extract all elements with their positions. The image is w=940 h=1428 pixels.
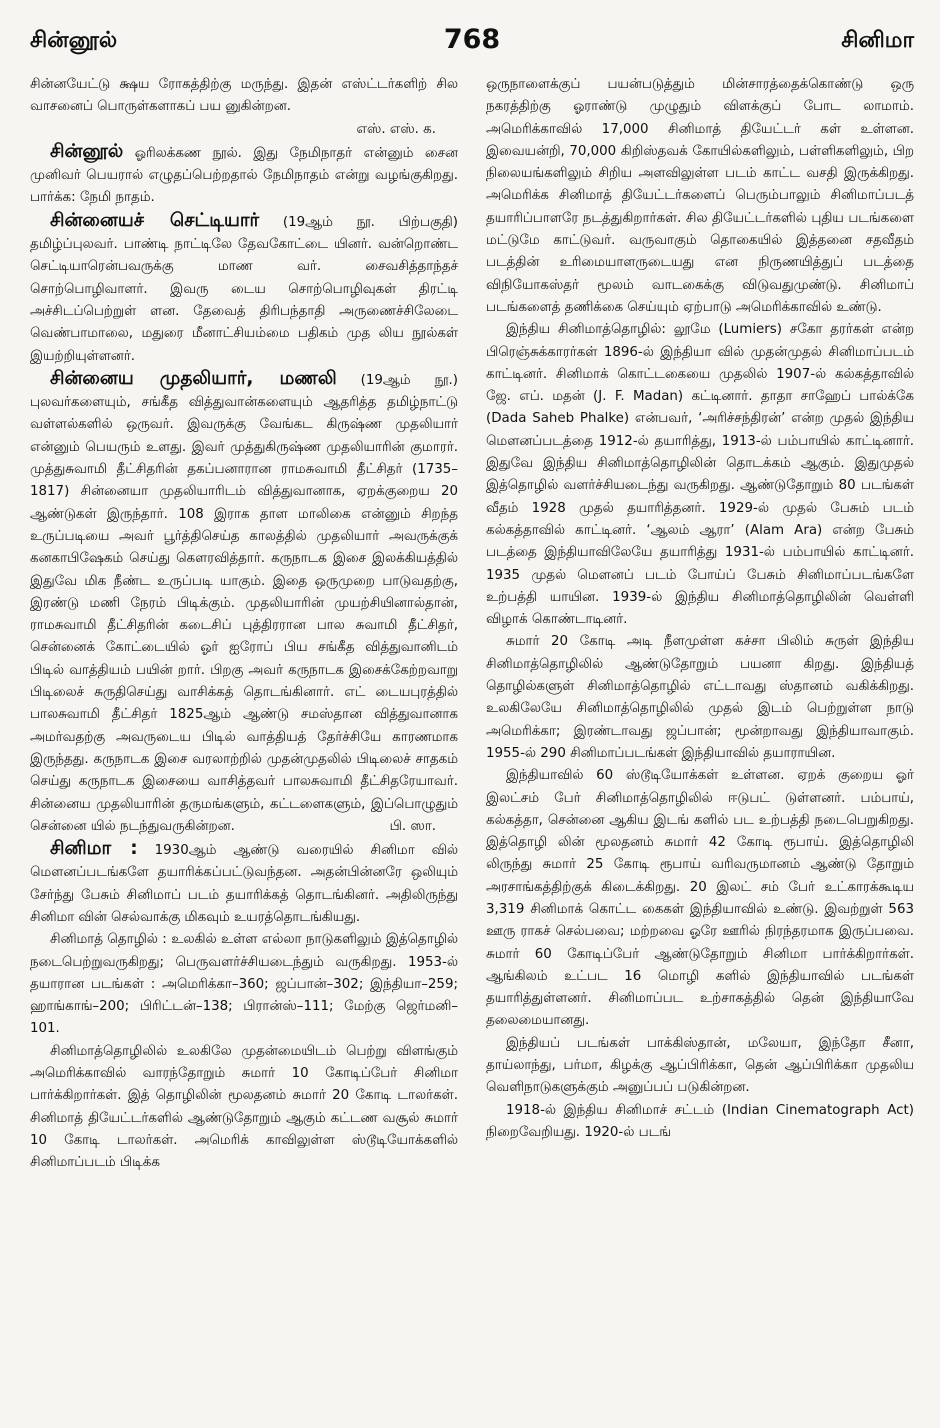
right-column [486, 74, 914, 1175]
entry-headword: சின்னூல் [50, 140, 124, 162]
entry-text: தமிழ்ப்புலவர். பாண்டி நாட்டிலே தேவகோட்டை யினர். வன்றொண்ட செட்டியாரென்பவருக்கு மாண வர். சைவசித்தாந்தச் சொற்பொழிவாளர். இவரு டைய சொற்பொழிவுகள் திரட்டி அச்சிடப்பெற்றுள் ளன. தேவைத் திரிபந்தாதி அருணைச்சிலேடை வெண்பாமாலை, மதுரை மீனாட்சியம்மை பதிகம் முத லிய நூல்கள் இயற்றியுள்ளனர். [30, 237, 458, 364]
paragraph-exports: இந்தியப் படங்கள் பாக்கிஸ்தான், மலேயா, இந்தோ சீனா, தாய்லாந்து, பர்மா, கிழக்கு ஆப்பிரிக்கா, தென் ஆப்பிரிக்கா முதலிய வெளிநாடுகளுக்கும் அனுப்பப் படுகின்றன. [486, 1035, 914, 1096]
running-header [30, 24, 914, 64]
paragraph [30, 74, 458, 141]
paragraph-film-stock: சுமார் 20 கோடி அடி நீளமுள்ள கச்சா பிலிம் சுருள் இந்திய சினிமாத்தொழிலில் ஆண்டுதோறும் பயனா கிறது. இந்தியத் தொழில்களுள் சினிமாத்தொழில் எட்டாவது ஸ்தானம் வகிக்கிறது. உலகிலேயே சினிமாத்தொழிலில் முதல் இடம் பெற்றுள்ள நாடு அமெரிக்கா; இரண்டாவது ஜப்பான்; மூன்றாவது இந்தியாவாகும். 1955-ல் 290 சினிமாப்படங்கள் இந்தியாவில் தயாராயின. [486, 634, 914, 761]
entry-headword: சினிமா : [50, 838, 138, 860]
entry-chinnaiya-mudaliar [30, 368, 458, 838]
paragraph-cinematograph-act: 1918-ல் இந்திய சினிமாச் சட்டம் (Indian Cinematograph Act) நிறைவேறியது. 1920-ல் படங் [486, 1102, 914, 1140]
entry-chinnul [30, 141, 458, 210]
entry-cinema [30, 838, 458, 929]
paragraph-continued: ஒருநாளைக்குப் பயன்படுத்தும் மின்சாரத்தைக்கொண்டு ஒரு நகரத்திற்கு ஓராண்டு முழுதும் விளக்குப் போட லாமாம். அமெரிக்காவில் 17,000 சினிமாத் தியேட்டர் கள் உள்ளன. இவையன்றி, 70,000 கிறிஸ்தவக் கோயில்களிலும், பள்ளிகளிலும், பிற நிலையங்களிலும் சிறிய அளவிலுள்ள படம் காட்ட வசதி இருக்கிறது. அமெரிக்க சினிமாத் தியேட்டர்களைப் பெரும்பாலும் சினிமாப்படத் தயாரிப்பாளரே நடத்துகிறார்கள். சில தியேட்டர்களில் புதிய படங்களை மட்டுமே காட்டுவர். வருவாகும் தொகையில் இத்தனை சதவீதம் படத்தின் உரிமையாளருடையது என நிருணயித்துப் படத்தை விநியோகஸ்தர் மூலம் வாடகைக்கு விடுவதுமுண்டு. சினிமாப் படங்களைத் தணிக்கை செய்யும் ஏற்பாடு அமெரிக்காவில் உண்டு. [486, 77, 914, 315]
left-column [30, 74, 458, 1175]
paragraph-text: சின்னயேட்டு க்ஷய ரோகத்திற்கு மருந்து. இதன் எஸ்ட்டர்களிற் சில வாசனைப் பொருள்களாகப் பய னுகின்றன. [30, 77, 458, 115]
paragraph-studios: இந்தியாவில் 60 ஸ்டூடியோக்கள் உள்ளன. ஏறக் குறைய ஓர் இலட்சம் பேர் சினிமாத்தொழிலில் ஈடுபட் டுள்ளனர். பம்பாய், கல்கத்தா, சென்னை ஆகிய இடங் களில் பட உற்பத்தி நடைபெறுகிறது. இத்தொழி லின் மூலதனம் சுமார் 42 கோடி ரூபாய். இத்தொழிலி லிருந்து சுமார் 25 கோடி ரூபாய் வரிவருமானம் ஆண்டு தோறும் அரசாங்கத்திற்குக் கிடைக்கிறது. 20 இலட் சம் பேர் உட்காரக்கூடிய 3,319 சினிமாக் கொட்ட கைகள் இந்தியாவில் உண்டு. இவற்றுள் 563 ஊரு ராகச் செல்பவை; மற்றவை ஓரே ஊரில் நிரந்தரமாக இருப்பவை. சுமார் 60 கோடிப்பேர் ஆண்டுதோறும் சினிமா பார்க்கிறார்கள். ஆங்கிலம் உட்பட 16 மொழி களில் இந்தியாவில் படங்கள் தயாரித்துள்ளனர். சினிமாப்பட உற்சாகத்தில் தென் இந்தியாவே தலைமையானது. [486, 768, 914, 1029]
author-initials: பி. ஸா. [389, 818, 436, 834]
header-left-keyword: சின்னூல் [30, 28, 118, 53]
entry-text: 1930ஆம் ஆண்டு வரையில் சினிமா வில் மௌனப்படங்களே தயாரிக்கப்பட்டுவந்தன. அதன்பின்னரே ஒலியும் சேர்ந்து பேசும் சினிமாப் படம் தயாரிக்கத் தொடங்கினர். அதிலிருந்து சினிமா வின் செல்வாக்கு மிகவும் உயரத்தொடங்கியது. [30, 843, 458, 925]
entry-chinnaiya-chettiar [30, 210, 458, 368]
paragraph-america: சினிமாத்தொழிலில் உலகிலே முதன்மையிடம் பெற்று விளங்கும் அமெரிக்காவில் வாரந்தோறும் சுமார் 10 கோடிப்பேர் சினிமா பார்க்கிறார்கள். இத் தொழிலின் மூலதனம் சுமார் 20 கோடி டாலர்கள். சினிமாத் தியேட்டர்களில் ஆண்டுதோறும் ஆகும் கட்டண வசூல் சுமார் 10 கோடி டாலர்கள். அமெரிக் காவிலுள்ள ஸ்டூடியோக்களில் சினிமாப்படம் பிடிக்க [30, 1043, 458, 1171]
page-number: 768 [443, 24, 501, 55]
entry-date-note: (19ஆம் நூ.) [360, 372, 458, 388]
paragraph-indian-cinema: இந்திய சினிமாத்தொழில்: லூமே (Lumiers) சகோ தரர்கள் என்ற பிரெஞ்சுக்காரர்கள் 1896-ல் இந்தியா வில் முதன்முதல் சினிமாப்படம் காட்டினர். சினிமாக் கொட்டகையை முதலில் 1907-ல் கல்கத்தாவில் ஜே. எப். மதன் (J. F. Madan) கட்டினார். தாதா சாஹேப் பால்க்கே (Dada Saheb Phalke) என்பவர், ‘அரிச்சந்திரன்’ என்ற முதல் இந்திய மௌனப்படத்தை 1912-ல் தயாரித்து, 1913-ல் பம்பாயில் காட்டினார். இதுவே இந்திய சினிமாத்தொழிலின் தொடக்கம் ஆகும். இதுமுதல் இத்தொழில் வளர்ச்சியடைந்து வருகிறது. ஆண்டுதோறும் 80 படங்கள் வீதம் 1928 முதல் தயாரித்தனர். 1929-ல் முதல் பேசும் படம் கல்கத்தாவில் காட்டினர். ‘ஆலம் ஆரா’ (Alam Ara) என்ற பேசும் படத்தை இந்தியாவிலேயே தயாரித்து 1931-ல் பம்பாயில் காட்டினர். 1935 முதல் மௌனப் படம் போய்ப் பேசும் சினிமாப்படங்களே உற்பத்தி யாயின. 1939-ல் இந்திய சினிமாத்தொழிலின் வெள்ளி விழாக் கொண்டாடினர். [486, 322, 914, 628]
author-initials: எஸ். எஸ். க. [356, 121, 436, 137]
two-column-body [30, 74, 914, 1175]
header-right-keyword: சினிமா [841, 28, 914, 53]
entry-headword: சின்னைய முதலியார், மணலி [50, 367, 337, 389]
paragraph-cinema-industry: சினிமாத் தொழில் : உலகில் உள்ள எல்லா நாடுகளிலும் இத்தொழில் நடைபெற்றுவருகிறது; பெருவளர்ச்சியடைந்தும் வருகிறது. 1953-ல் தயாரான படங்கள் : அமெரிக்கா–360; ஜப்பான்–302; இந்தியா–259; ஹாங்காங்–200; பிரிட்டன்–138; பிரான்ஸ்–111; மேற்கு ஜெர்மனி–101. [30, 932, 458, 1037]
entry-text: புலவர்களையும், சங்கீத வித்துவான்களையும் ஆதரித்த தமிழ்நாட்டு வள்ளல்களில் ஒருவர். இவருக்கு வேங்கட கிருஷ்ண முதலியார் என்னும் பெயரும் உளது. இவர் முத்துகிருஷ்ண முதலியாரின் குமாரர். முத்துசுவாமி தீட்சிதரின் தகப்பனாரான ராமசுவாமி தீட்சிதர் (1735–1817) சின்னையா முதலியாரிடம் வித்துவானாக, ஏறக்குறைய 20 ஆண்டுகள் இருந்தார். 108 இராக தாள மாலிகை என்னும் சிறந்த உருப்படியை அவர் பூர்த்திசெய்த காலத்தில் முதலியார் அவருக்குக் கனகாபிஷேகம் செய்து கௌரவித்தார். கருநாடக இசை இலக்கியத்தில் இதுவே மிக நீண்ட உருப்படி யாகும். இதை ஒருமுறை பாடுவதற்கு, இரண்டு மணி நேரம் பிடிக்கும். முதலியாரின் முயற்சியினால்தான், ராமசுவாமி தீட்சிதரின் கடைசிப் புத்திரரான பால சுவாமி தீட்சிதர், சென்னைக் கோட்டையில் ஓர் ஐரோப் பிய சங்கீத வித்துவானிடம் பிடில் வாத்தியம் பயின் றார். பிறகு அவர் கருநாடக இசைக்கேற்றவாறு பிடிலைச் சுருதிசெய்து வாசிக்கத் தொடங்கினார். எட் டையபுரத்தில் பாலசுவாமி தீட்சிதர் 1825ஆம் ஆண்டு சமஸ்தான வித்துவானாக அமர்வதற்கு அவருடைய பிடில் வாத்தியத் தேர்ச்சியே காரணமாக இருந்தது. கருநாடக இசை வரலாற்றில் முதன்முதலில் பிடிலைச் சாதகம் செய்து கருநாடக இசையை வாசித்தவர் பாலசுவாமி தீட்சிதரேயாவர். சின்னைய முதலியாரின் தருமங்களும், கட்டளைகளும், இப்பொழுதும் சென்னை யில் நடந்துவருகின்றன. [30, 395, 458, 834]
entry-text: ஓரிலக்கண நூல். இது நேமிநாதர் என்னும் சைன முனிவர் பெயரால் எழுதப்பெற்றதால் நேமிநாதம் என்று வழங்குகிறது. பார்க்க: நேமி நாதம். [30, 145, 458, 206]
entry-date-note: (19ஆம் நூ. பிற்பகுதி) [282, 214, 458, 230]
entry-headword: சின்னையச் செட்டியார் [50, 209, 260, 231]
